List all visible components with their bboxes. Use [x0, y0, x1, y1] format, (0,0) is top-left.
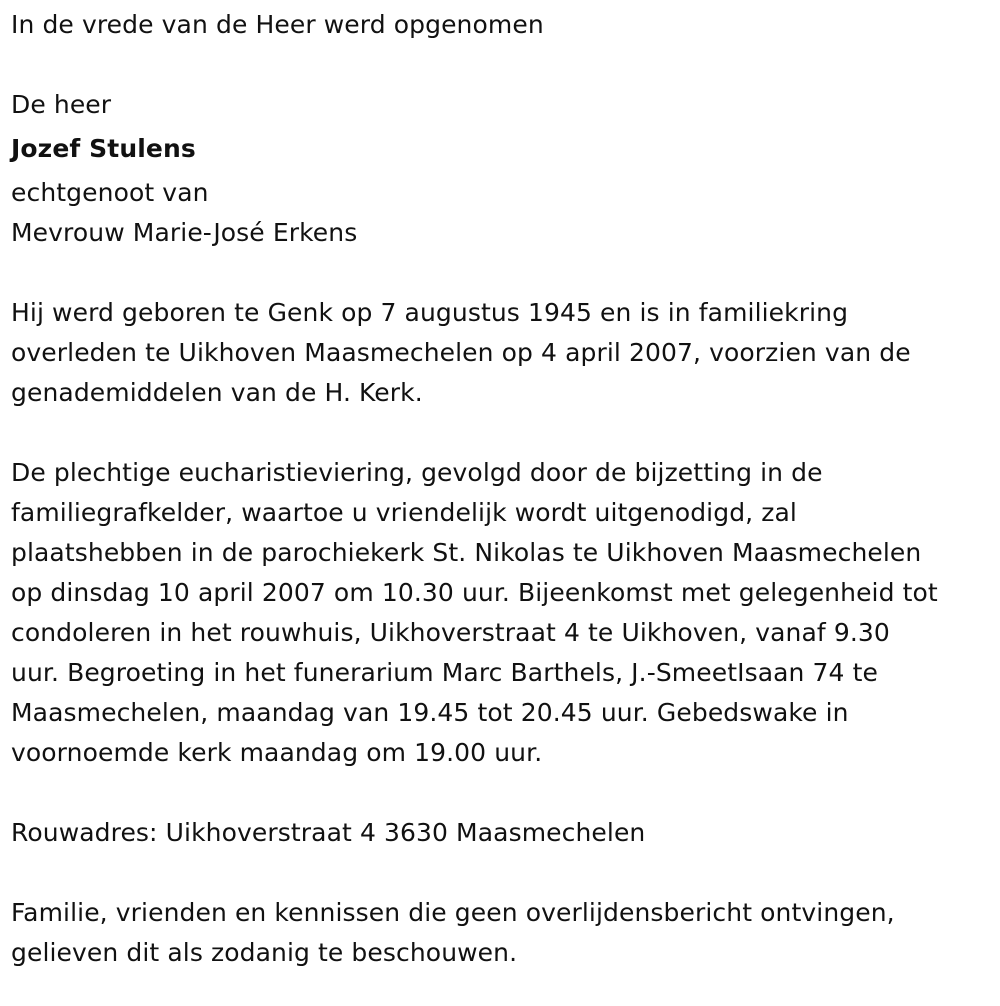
spacer — [11, 773, 993, 813]
birth-death-paragraph — [11, 293, 993, 413]
paragraph-line: genademiddelen van de H. Kerk. — [11, 378, 423, 407]
paragraph-line: Familie, vrienden en kennissen die geen overlijdensbericht ontvingen, — [11, 898, 895, 927]
intro-text: In de vrede van de Heer werd opgenomen — [11, 10, 544, 39]
deceased-name: Jozef Stulens — [11, 134, 196, 163]
paragraph-line: gelieven dit als zodanig te beschouwen. — [11, 938, 518, 967]
paragraph-line: voornoemde kerk maandag om 19.00 uur. — [11, 738, 543, 767]
spacer — [11, 45, 993, 85]
spouse-name: Mevrouw Marie-José Erkens — [11, 218, 358, 247]
closing-paragraph — [11, 893, 993, 973]
spacer — [11, 253, 993, 293]
paragraph-line: familiegrafkelder, waartoe u vriendelijk wordt uitgenodigd, zal — [11, 498, 797, 527]
ceremony-paragraph — [11, 453, 993, 773]
paragraph-line: op dinsdag 10 april 2007 om 10.30 uur. Bijeenkomst met gelegenheid tot — [11, 578, 938, 607]
relation-text: echtgenoot van — [11, 178, 209, 207]
paragraph-line: condoleren in het rouwhuis, Uikhoverstraat 4 te Uikhoven, vanaf 9.30 — [11, 618, 890, 647]
spacer — [11, 853, 993, 893]
mourning-address: Rouwadres: Uikhoverstraat 4 3630 Maasmechelen — [11, 818, 646, 847]
obituary-document — [11, 0, 993, 973]
paragraph-line: Maasmechelen, maandag van 19.45 tot 20.45 uur. Gebedswake in — [11, 698, 849, 727]
paragraph-line: De plechtige eucharistieviering, gevolgd door de bijzetting in de — [11, 458, 823, 487]
paragraph-line: uur. Begroeting in het funerarium Marc Barthels, J.-SmeetIsaan 74 te — [11, 658, 878, 687]
paragraph-line: overleden te Uikhoven Maasmechelen op 4 april 2007, voorzien van de — [11, 338, 911, 367]
paragraph-line: Hij werd geboren te Genk op 7 augustus 1945 en is in familiekring — [11, 298, 849, 327]
paragraph-line: plaatshebben in de parochiekerk St. Nikolas te Uikhoven Maasmechelen — [11, 538, 922, 567]
title-prefix: De heer — [11, 90, 112, 119]
spacer — [11, 413, 993, 453]
